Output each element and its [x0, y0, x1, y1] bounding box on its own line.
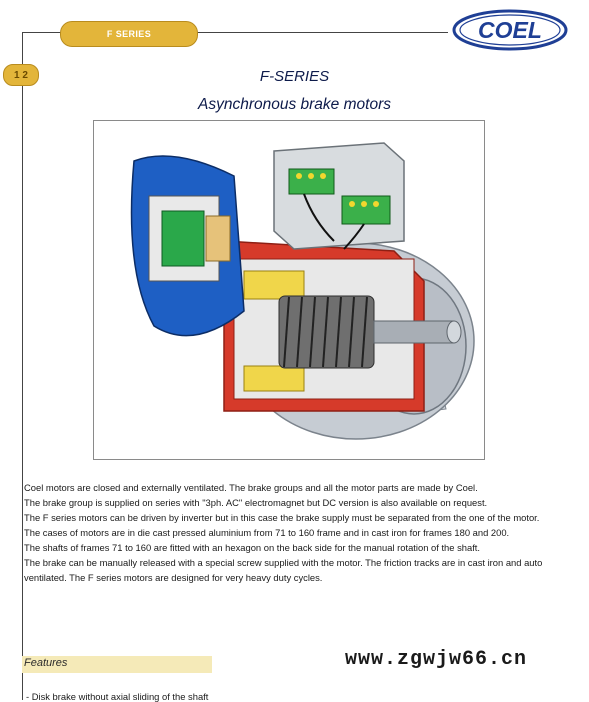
paragraph: Coel motors are closed and externally ventilated. The brake groups and all the motor parts are made by Coel.: [24, 482, 478, 493]
page-title: F-SERIES: [259, 68, 330, 85]
paragraph: The brake can be manually released with a special screw supplied with the motor. The friction tracks are in cast iron and auto ventilated. The F series motors are designed for very heavy duty cycles.: [24, 557, 543, 583]
paragraph: The F series motors can be driven by inverter but in this case the brake supply must be separated from the one of the motor.: [24, 512, 540, 523]
series-tab: F SERIES: [60, 21, 198, 47]
features-first-item: - Disk brake without axial sliding of the shaft: [26, 691, 209, 702]
margin-rule: [22, 32, 23, 700]
rotor: [279, 296, 374, 368]
motor-cutaway-figure: [93, 120, 485, 460]
page-number-badge: 1 2: [3, 64, 39, 86]
terminal-box: [274, 143, 404, 249]
paragraph: The cases of motors are in die cast pressed aluminium from 71 to 160 frame and in cast iron for frames 180 and 200.: [24, 527, 510, 538]
motor-cutaway-illustration: [94, 121, 484, 459]
coel-logo: [452, 8, 568, 52]
features-heading: Features: [24, 657, 68, 669]
shaft: [374, 321, 454, 343]
paragraph: The brake group is supplied on series with "3ph. AC" electromagnet but DC version is also available on request.: [24, 497, 488, 508]
paragraph: The shafts of frames 71 to 160 are fitted with an hexagon on the back side for the manual rotation of the shaft.: [24, 542, 481, 553]
page-subtitle: Asynchronous brake motors: [198, 96, 391, 113]
logo-text: COEL: [478, 17, 542, 43]
description-text: [24, 480, 554, 585]
watermark: www.zgwjw66.cn: [345, 648, 528, 671]
